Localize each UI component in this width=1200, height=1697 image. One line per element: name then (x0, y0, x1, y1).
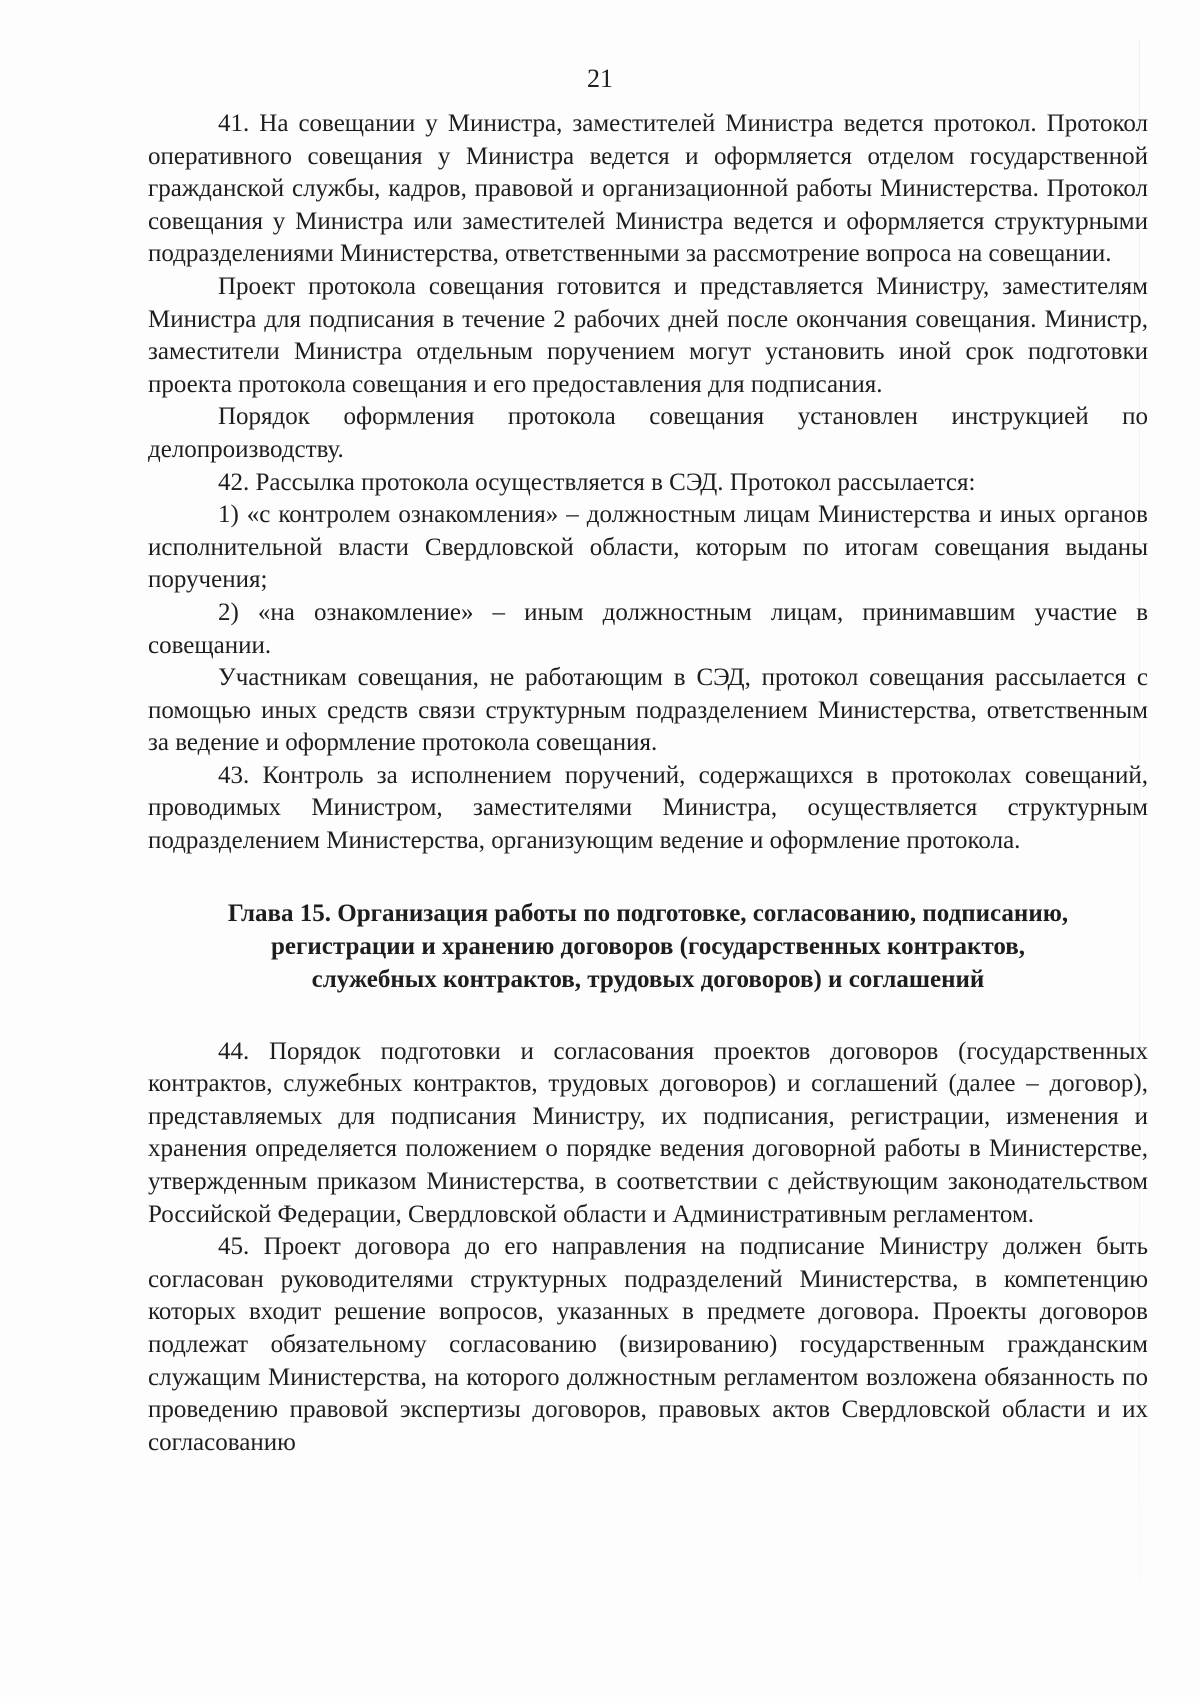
chapter-heading-line-2: регистрации и хранению договоров (государственных контрактов, (271, 932, 1025, 960)
paragraph-43: 43. Контроль за исполнением поручений, содержащихся в протоколах совещаний, проводимых Министром, заместителями Министра, осуществляется структурным подразделением Министерства, организующим ведение и оформление протокола. (148, 761, 1148, 855)
paragraph-44: 44. Порядок подготовки и согласования проектов договоров (государственных контрактов, служебных контрактов, трудовых договоров) и соглашений (далее – договор), представляемых для подписания Министру, их подписания, регистрации, изменения и хранения определяется положением о порядке ведения договорной работы в Министерстве, утвержденным приказом Министерства, в соответствии с действующим законодательством Российской Федерации, Свердловской области и Административным регламентом. (148, 1037, 1148, 1228)
chapter-15-heading (148, 897, 1148, 996)
chapter-heading-line-3: служебных контрактов, трудовых договоров) и соглашений (311, 965, 985, 993)
document-body (148, 108, 1148, 1459)
paragraph-41-order: Порядок оформления протокола совещания установлен инструкцией по делопроизводству. (148, 403, 1148, 463)
paragraph-41-draft: Проект протокола совещания готовится и представляется Министру, заместителям Министра для подписания в течение 2 рабочих дней после окончания совещания. Министр, заместители Министра отдельным поручением могут установить иной срок подготовки проекта протокола совещания и его предоставления для подписания. (148, 272, 1148, 398)
paragraph-45: 45. Проект договора до его направления на подписание Министру должен быть согласован руководителями структурных подразделений Министерства, в компетенцию которых входит решение вопросов, указанных в предмете договора. Проекты договоров подлежат обязательному согласованию (визированию) государственным гражданским служащим Министерства, на которого должностным регламентом возложена обязанность по проведению правовой экспертизы договоров, правовых актов Свердловской области и их согласованию (148, 1233, 1148, 1456)
page-number: 21 (587, 64, 613, 93)
paragraph-41: 41. На совещании у Министра, заместителей Министра ведется протокол. Протокол оперативного совещания у Министра ведется и оформляется отделом государственной гражданской службы, кадров, правовой и организационной работы Министерства. Протокол совещания у Министра или заместителей Министра ведется и оформляется структурными подразделениями Министерства, ответственными за рассмотрение вопроса на совещании. (148, 110, 1148, 268)
paragraph-42-item-1: 1) «с контролем ознакомления» – должностным лицам Министерства и иных органов исполнительной власти Свердловской области, которым по итогам совещания выданы поручения; (148, 501, 1148, 594)
chapter-heading-line-1: Глава 15. Организация работы по подготовке, согласованию, подписанию, (227, 899, 1069, 927)
paragraph-42-participants: Участникам совещания, не работающим в СЭД, протокол совещания рассылается с помощью иных средств связи структурным подразделением Министерства, ответственным за ведение и оформление протокола совещания. (148, 664, 1148, 757)
paragraph-42: 42. Рассылка протокола осуществляется в СЭД. Протокол рассылается: (218, 468, 976, 496)
paragraph-42-item-2: 2) «на ознакомление» – иным должностным лицам, принимавшим участие в совещании. (148, 598, 1148, 659)
